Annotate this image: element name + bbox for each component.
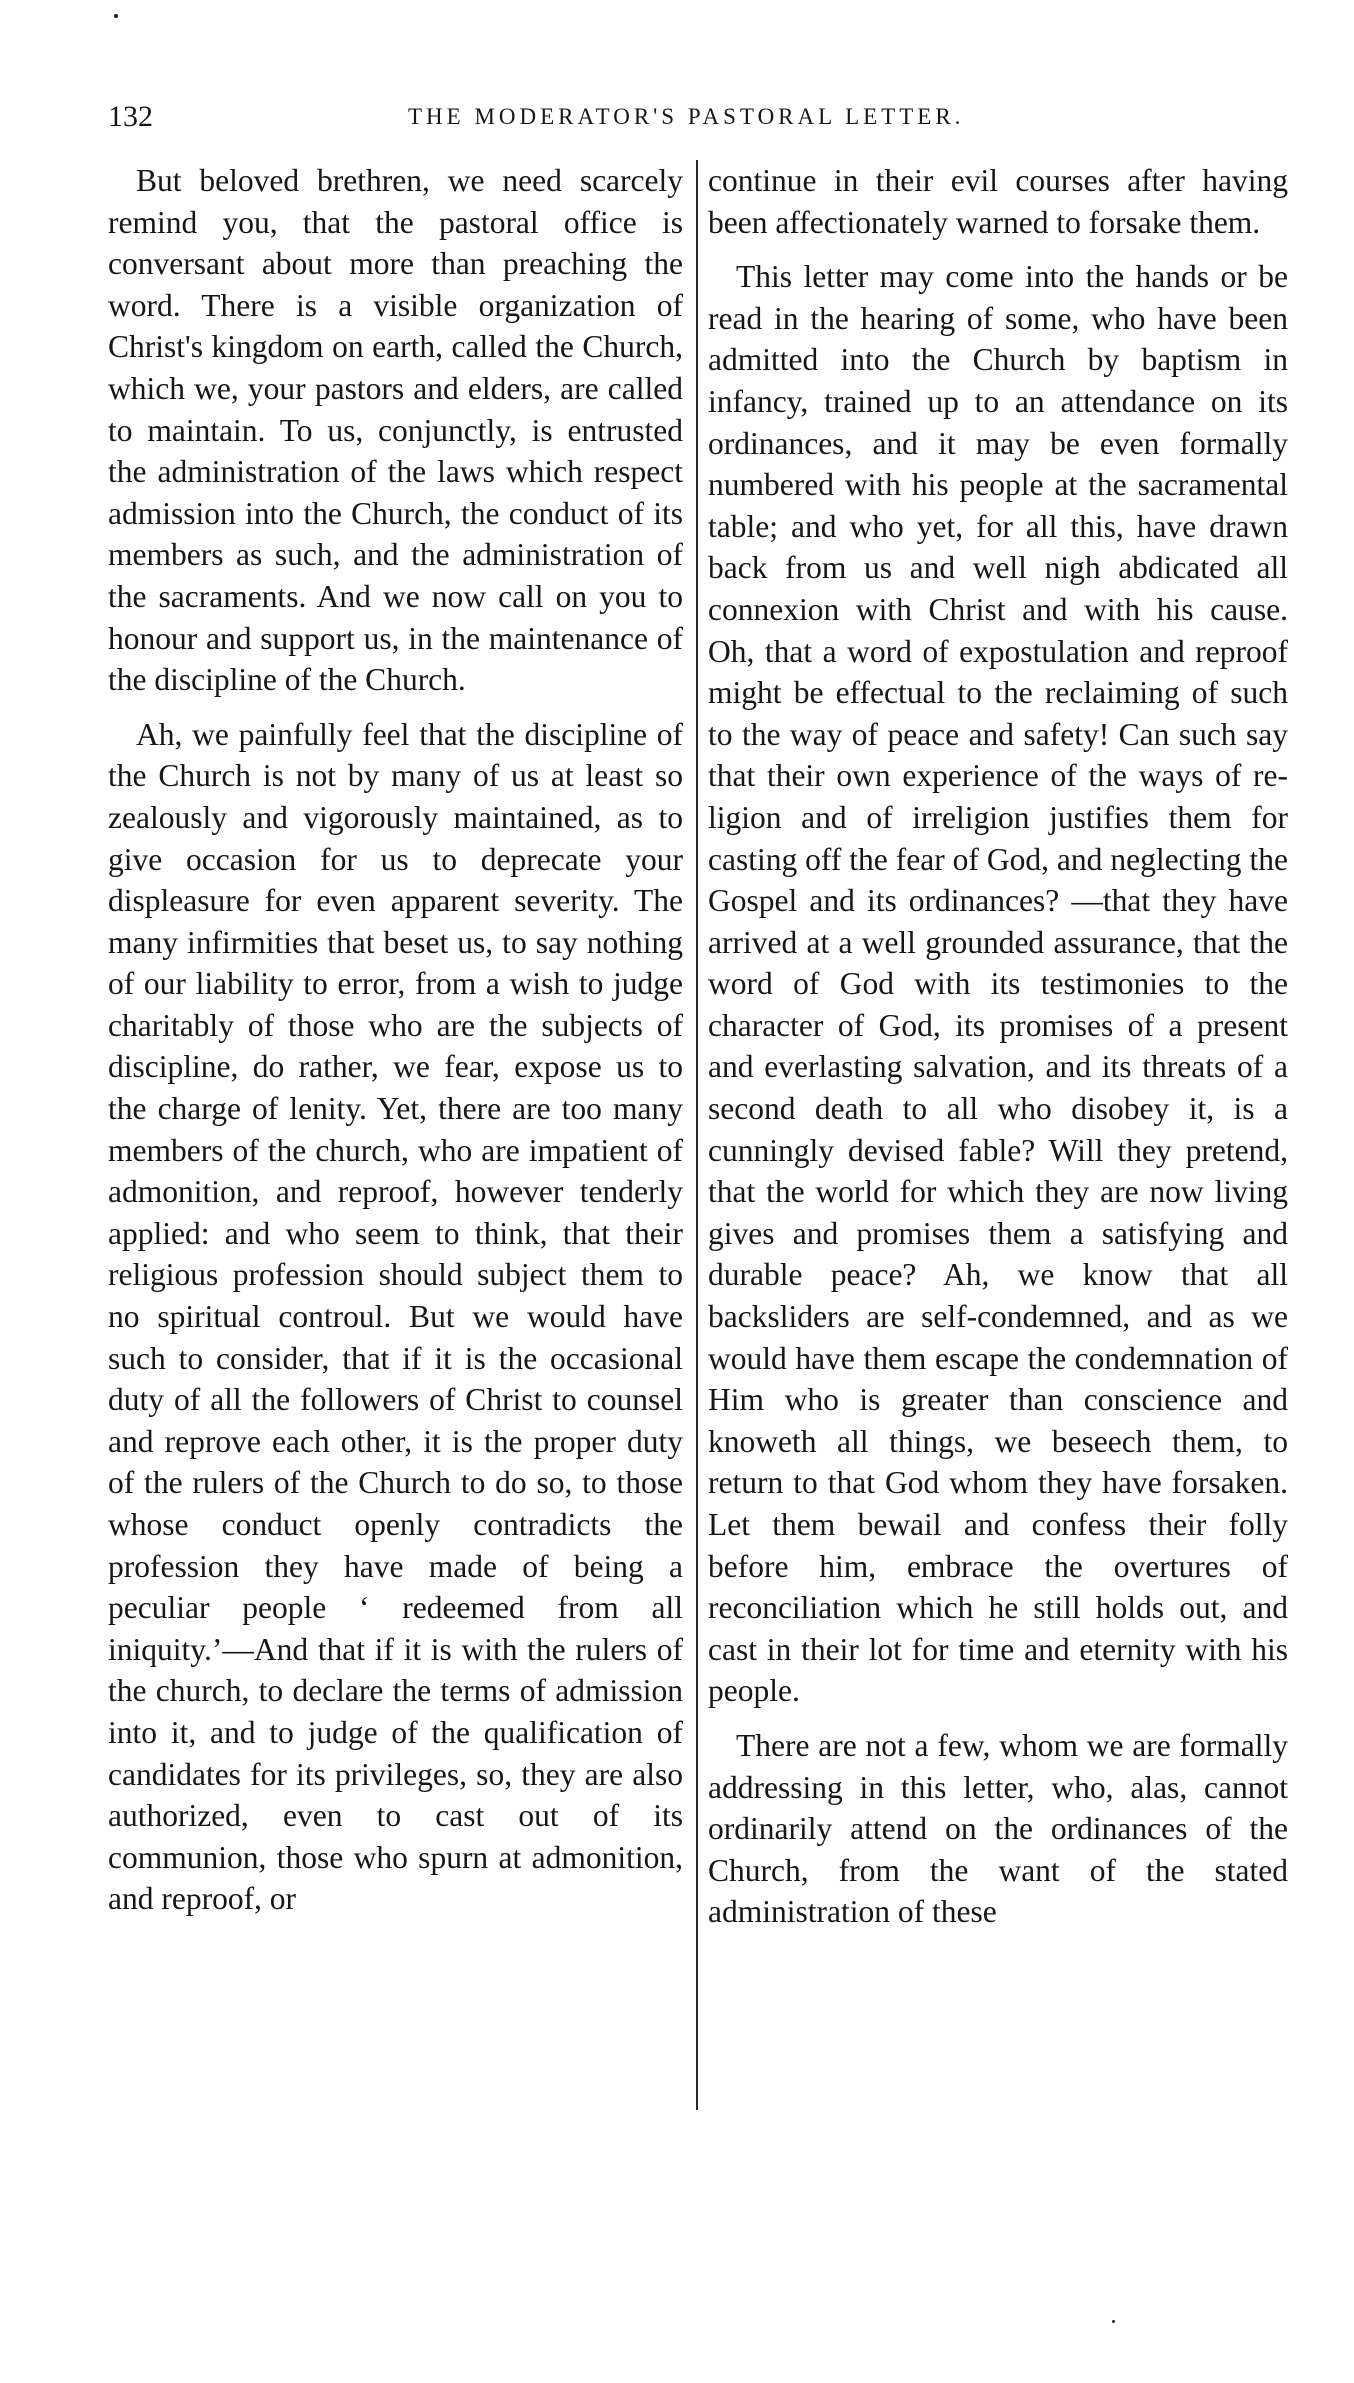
running-title: THE MODERATOR'S PASTORAL LETTER. — [408, 104, 965, 129]
paragraph: continue in their evil courses after having been affectionately warned to forsake them. — [708, 163, 1288, 240]
left-column — [108, 160, 683, 1933]
column-divider — [696, 160, 698, 2110]
ink-speck — [1112, 2320, 1115, 2323]
page-number: 132 — [108, 100, 153, 133]
text-columns — [108, 160, 1288, 2170]
paragraph: Ah, we painfully feel that the discipline of the Church is not by many of us at least so zealously and vigorously maintained, as to give occasion for us to deprecate your displeasure for even apparent severity. The many infirmities that beset us, to say nothing of our liability to error, from a wish to judge charitably of those who are the subjects of discipline, do rather, we fear, expose us to the charge of lenity. Yet, there are too many members of the church, who are impatient of admonition, and reproof, however tenderly applied: and who seem to think, that their religious profession should subject them to no spiritual controul. But we would have such to consider, that if it is the occasional duty of all the followers of Christ to counsel and reprove each other, it is the proper duty of the rulers of the Church to do so, to those whose conduct openly contradicts the profession they have made of being a peculiar people ‘ redeemed from all iniquity.’—And that if it is with the rulers of the church, to declare the terms of admission into it, and to judge of the qualification of candidates for its privileges, so, they are also authorized, even to cast out of its communion, those who spurn at admonition, and reproof, or — [108, 716, 683, 1917]
paragraph: This letter may come into the hands or be read in the hearing of some, who have been admitted into the Church by baptism in infancy, trained up to an attendance on its ordinances, and it may be even formally numbered with his people at the sacramental table; and who yet, for all this, have drawn back from us and well nigh abdicated all connexion with Christ and with his cause. Oh, that a word of expostulation and reproof might be effectual to the reclaiming of such to the way of peace and safety! Can such say that their own experience of the ways of religion and of irreligion justifies them for casting off the fear of God, and neglecting the Gospel and its ordinances? —that they have arrived at a well grounded assurance, that the word of God with its testimonies to the character of God, its promises of a present and everlasting salvation, and its threats of a second death to all who disobey it, is a cunningly devised fable? Will they pretend, that the world for which they are now living gives and promises them a satisfying and durable peace? Ah, we know that all backsliders are self-condemned, and as we would have them escape the condemnation of Him who is greater than conscience and knoweth all things, we beseech them, to return to that God whom they have forsaken. Let them bewail and confess their folly before him, embrace the overtures of reconciliation which he still holds out, and cast in their lot for time and eternity with his people. — [708, 259, 1288, 1709]
paragraph: There are not a few, whom we are formally addressing in this letter, who, alas, cannot ordinarily attend on the ordinances of the Church, from the want of the stated administration of these — [708, 1727, 1288, 1930]
running-head — [108, 100, 1268, 150]
ink-speck — [114, 14, 118, 18]
book-page — [108, 100, 1288, 2170]
paragraph: But beloved brethren, we need scarcely remind you, that the pastoral office is conversant about more than preaching the word. There is a visible organization of Christ's kingdom on earth, called the Church, which we, your pastors and elders, are called to maintain. To us, conjunctly, is entrusted the administration of the laws which respect admission into the Church, the conduct of its members as such, and the administration of the sacraments. And we now call on you to honour and support us, in the maintenance of the discipline of the Church. — [108, 163, 683, 698]
right-column — [708, 160, 1288, 1946]
